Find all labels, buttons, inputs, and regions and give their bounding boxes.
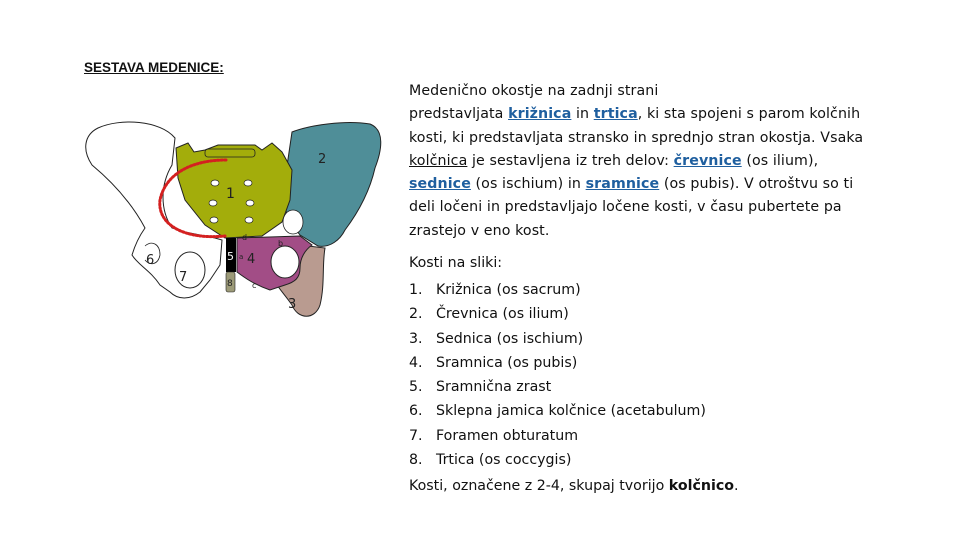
link-crevnice[interactable]: črevnice — [673, 152, 742, 169]
item-text: Sednica (os ischium) — [436, 330, 584, 347]
text: (os ischium) in — [470, 176, 586, 193]
item-text: Foramen obturatum — [436, 427, 579, 444]
list-item — [409, 327, 706, 351]
list-item — [409, 424, 706, 448]
label-1: 1 — [226, 186, 235, 202]
item-number: 4. — [409, 354, 423, 371]
link-trtica[interactable]: trtica — [593, 106, 638, 123]
label-7: 7 — [179, 270, 188, 285]
item-text: Sramnična zrast — [436, 379, 552, 396]
link-krznica[interactable]: križnica — [508, 106, 572, 123]
label-8: 8 — [227, 279, 233, 289]
slide-title: SESTAVA MEDENICE: — [84, 60, 224, 75]
text: predstavljata — [409, 106, 509, 123]
foramen-obturatum-right — [271, 246, 299, 278]
item-text: Trtica (os coccygis) — [436, 452, 572, 469]
text: , ki sta spojeni s parom kolčnih kosti, ki predstavljata stransko in sprednjo stran okostja. Vsaka — [409, 106, 864, 146]
item-number: 3. — [409, 330, 423, 347]
list-item — [409, 302, 706, 326]
list-item — [409, 399, 706, 423]
link-sednice[interactable]: sednice — [409, 176, 471, 193]
text: je sestavljena iz treh delov: — [467, 152, 674, 169]
label-4: 4 — [247, 252, 256, 267]
label-3: 3 — [288, 297, 297, 312]
item-number: 6. — [409, 403, 423, 420]
text: (os ilium), — [741, 152, 819, 169]
text: in — [571, 106, 594, 123]
item-number: 1. — [409, 282, 423, 298]
label-b: b — [278, 239, 284, 248]
label-a: a — [239, 253, 244, 261]
footer-note — [409, 478, 739, 494]
list-item — [409, 448, 706, 472]
text: . — [733, 478, 739, 494]
bone-list — [409, 278, 706, 472]
text: (os pubis). V otroštvu so ti deli ločeni in predstavljajo ločene kosti, v času pubertete pa zrastejo v eno kost. — [409, 176, 854, 239]
text: Kosti, označene z 2-4, skupaj tvorijo — [409, 478, 669, 494]
item-number: 7. — [409, 427, 423, 444]
item-text: Sramnica (os pubis) — [436, 354, 578, 371]
item-number: 5. — [409, 379, 423, 396]
list-heading: Kosti na sliki: — [409, 255, 503, 271]
text: Medenično okostje na zadnji strani — [409, 83, 659, 99]
item-text: Črevnica (os ilium) — [436, 306, 569, 323]
description-paragraph — [409, 80, 879, 243]
label-6: 6 — [146, 253, 155, 268]
label-d: d — [242, 233, 248, 242]
item-number: 8. — [409, 452, 423, 469]
list-item — [409, 375, 706, 399]
item-text: Križnica (os sacrum) — [436, 282, 581, 298]
kolcnica-underlined: kolčnica — [409, 152, 468, 169]
item-number: 2. — [409, 306, 423, 323]
label-2: 2 — [318, 152, 327, 167]
item-text: Sklepna jamica kolčnice (acetabulum) — [436, 403, 706, 420]
link-sramnice[interactable]: sramnice — [585, 176, 660, 193]
bold-term: kolčnico — [668, 478, 734, 494]
label-c: c — [252, 281, 257, 290]
list-item — [409, 351, 706, 375]
label-5: 5 — [227, 250, 234, 263]
list-item — [409, 278, 706, 302]
